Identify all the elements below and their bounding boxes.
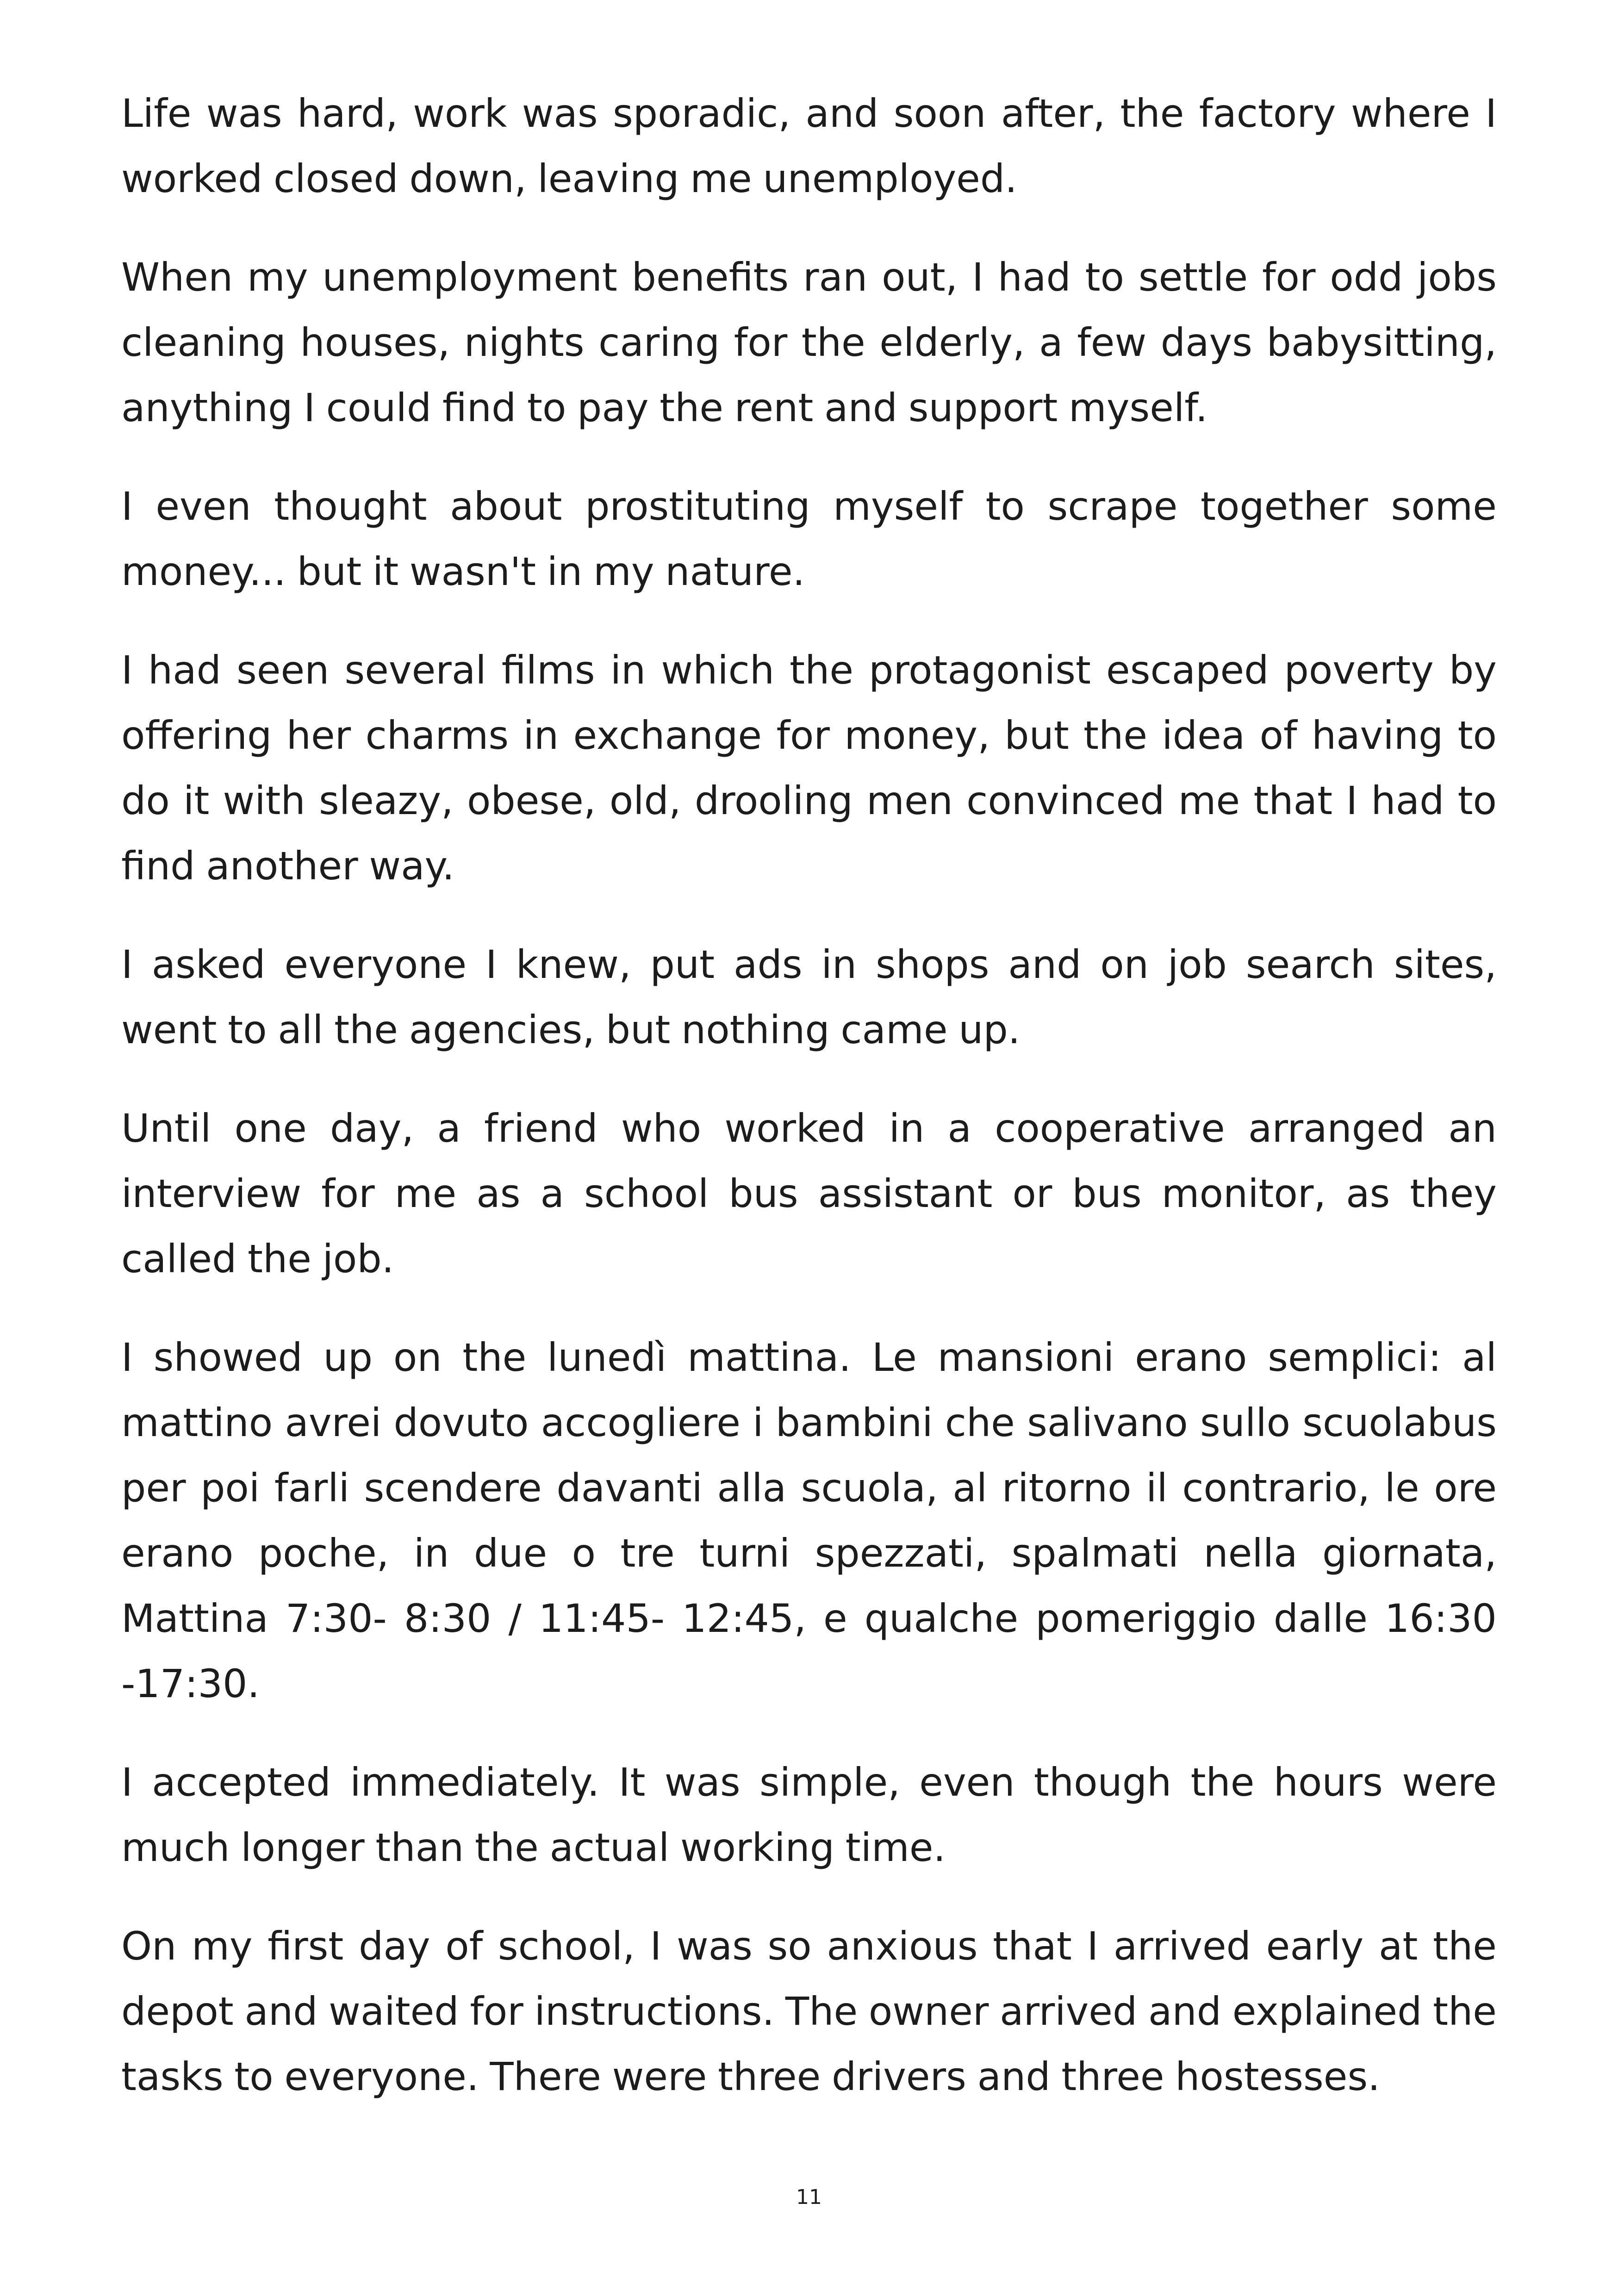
paragraph-3: I even thought about prostituting myself to scrape together some money... but it wasn't in my nature.	[121, 484, 1497, 594]
paragraph-8: I accepted immediately. It was simple, even though the hours were much longer than the actual working time.	[121, 1760, 1497, 1870]
body-text	[121, 81, 1497, 2109]
paragraph-7: I showed up on the lunedì mattina. Le mansioni erano semplici: al mattino avrei dovuto accogliere i bambini che salivano sullo scuolabus per poi farli scendere davanti alla scuola, al ritorno il contrario, le ore erano poche, in due o tre turni spezzati, spalmati nella giornata, Mattina 7:30- 8:30 / 11:45- 12:45, e qualche pomeriggio dalle 16:30 -17:30.	[121, 1335, 1497, 1706]
paragraph-1: Life was hard, work was sporadic, and soon after, the factory where I worked closed down, leaving me unemployed.	[121, 91, 1497, 201]
page-number: 11	[796, 2185, 822, 2209]
paragraph-2: When my unemployment benefits ran out, I had to settle for odd jobs cleaning houses, nights caring for the elderly, a few days babysitting, anything I could find to pay the rent and support myself.	[121, 255, 1497, 430]
paragraph-5: I asked everyone I knew, put ads in shops and on job search sites, went to all the agencies, but nothing came up.	[121, 942, 1497, 1052]
paragraph-6: Until one day, a friend who worked in a cooperative arranged an interview for me as a school bus assistant or bus monitor, as they called the job.	[121, 1106, 1497, 1282]
paragraph-4: I had seen several films in which the protagonist escaped poverty by offering her charms in exchange for money, but the idea of having to do it with sleazy, obese, old, drooling men convinced me that I had to find another way.	[121, 647, 1497, 889]
paragraph-9: On my first day of school, I was so anxious that I arrived early at the depot and waited for instructions. The owner arrived and explained the tasks to everyone. There were three drivers and three hostesses.	[121, 1923, 1497, 2099]
